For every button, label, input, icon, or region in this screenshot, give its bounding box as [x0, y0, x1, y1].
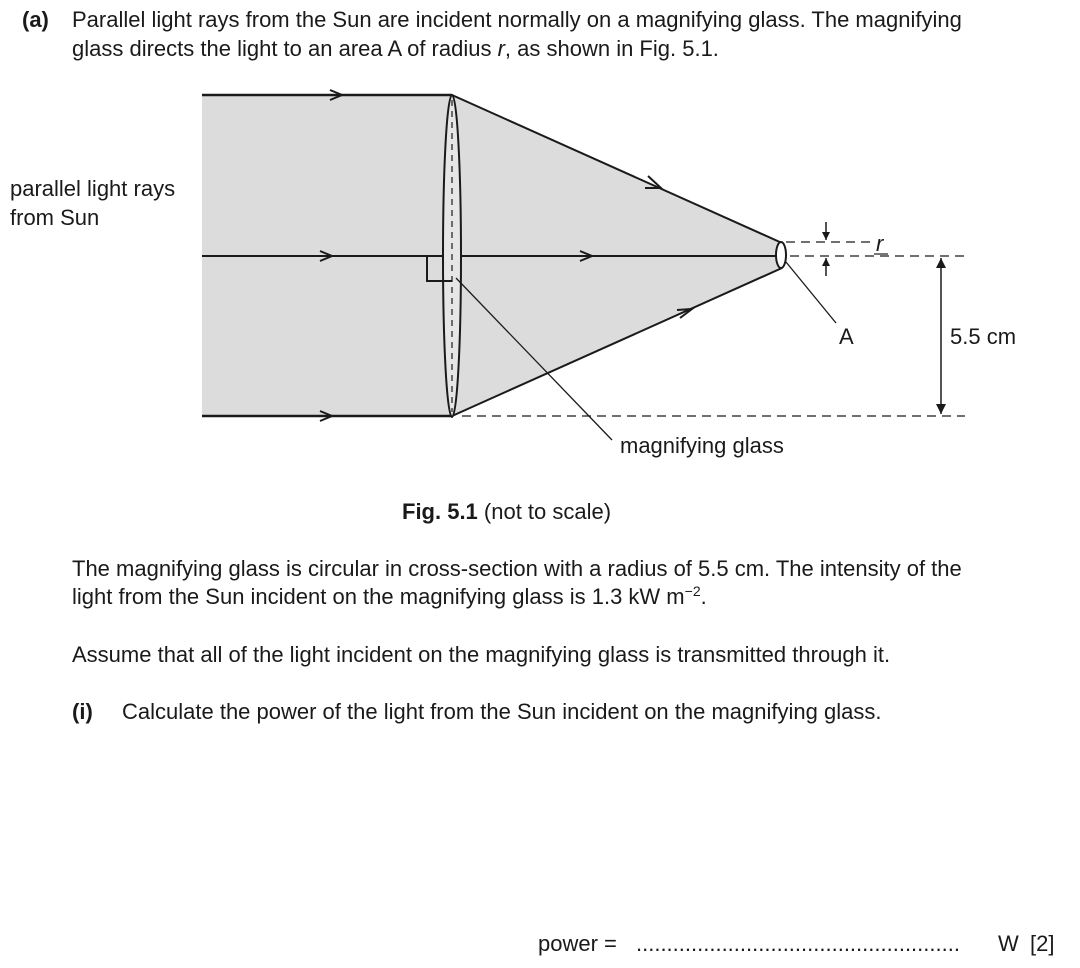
para1-line2-end: .	[700, 584, 707, 609]
answer-blank[interactable]: .....................................................	[636, 931, 960, 956]
part-i-question: Calculate the power of the light from the Sun incident on the magnifying glass.	[122, 699, 882, 724]
part-a-line2-post: , as shown in Fig. 5.1.	[504, 36, 719, 61]
figure-caption	[402, 498, 611, 526]
figure-caption-note: (not to scale)	[477, 499, 612, 524]
para1-line2	[72, 583, 707, 611]
part-a-label: (a)	[22, 7, 49, 32]
part-a-line2-pre: glass directs the light to an area A of radius	[72, 36, 498, 61]
answer-marks: [2]	[1030, 931, 1055, 956]
area-a-spot	[776, 242, 786, 268]
distance-arrow-bottom-head	[936, 404, 946, 414]
leader-line-a	[786, 262, 836, 323]
para1-line2-exponent: −2	[684, 583, 701, 599]
answer-label: power =	[538, 931, 617, 956]
label-distance: 5.5 cm	[950, 324, 1017, 349]
para2: Assume that all of the light incident on the magnifying glass is transmitted through it.	[72, 642, 891, 667]
radius-variable: r	[497, 36, 505, 61]
label-r: r	[876, 231, 884, 256]
para1-line1: The magnifying glass is circular in cross-section with a radius of 5.5 cm. The intensity of the	[72, 556, 962, 581]
part-a-text-line1: Parallel light rays from the Sun are incident normally on a magnifying glass. The magnifying	[72, 7, 962, 32]
answer-unit: W	[998, 931, 1019, 956]
label-rays-line2: from Sun	[10, 205, 100, 230]
label-rays-line1: parallel light rays	[10, 176, 176, 201]
para1-line2-text: light from the Sun incident on the magnifying glass is 1.3 kW m	[72, 584, 685, 609]
part-i-label: (i)	[72, 699, 93, 724]
label-area-a: A	[839, 324, 854, 349]
distance-arrow-top-head	[936, 258, 946, 268]
label-magnifying-glass: magnifying glass	[620, 433, 784, 458]
figure-caption-number: Fig. 5.1	[402, 499, 478, 524]
r-arrow-bottom-head	[822, 258, 830, 266]
r-arrow-top-head	[822, 232, 830, 240]
